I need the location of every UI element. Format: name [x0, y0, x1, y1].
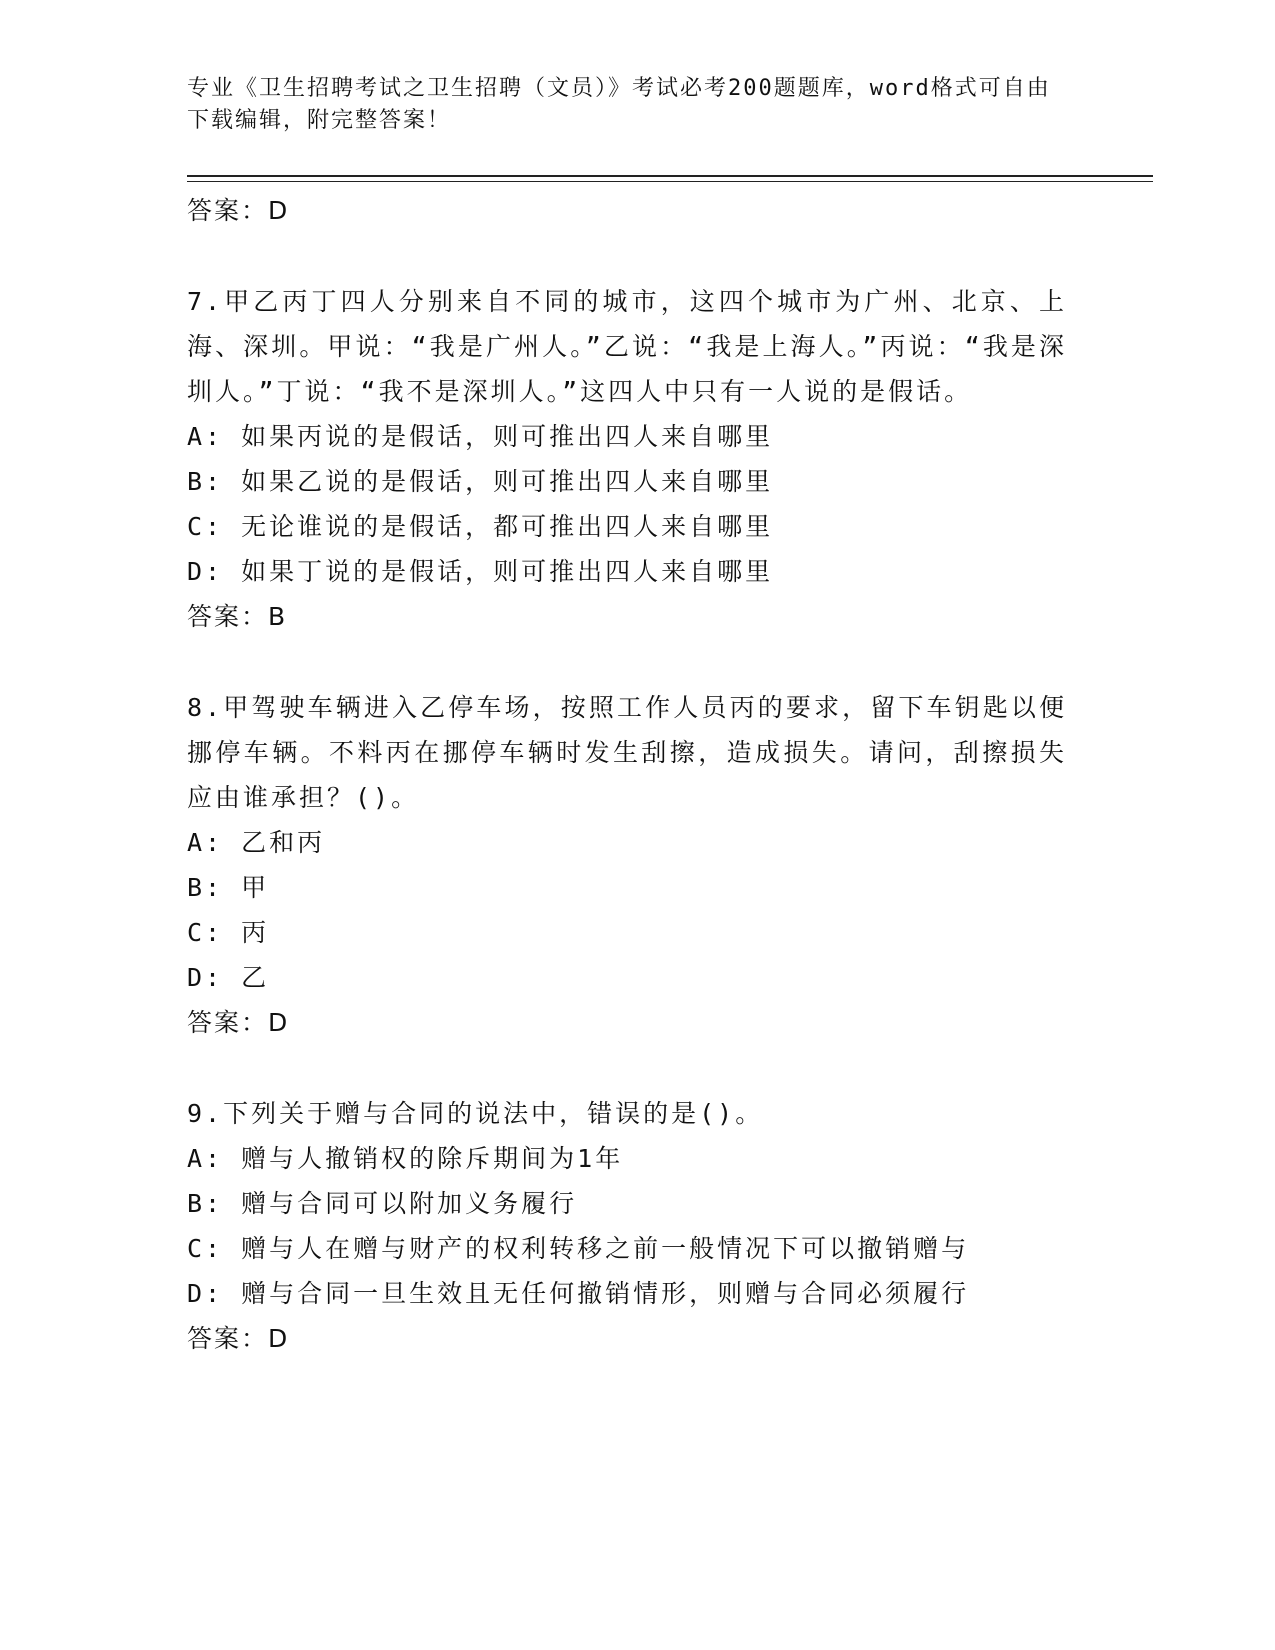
previous-answer: 答案：D [187, 196, 290, 225]
option-c: C: 丙 [187, 918, 270, 947]
option-a: A: 赠与人撤销权的除斥期间为1年 [187, 1144, 624, 1173]
question-7 [187, 279, 1067, 639]
option-b: B: 赠与合同可以附加义务履行 [187, 1189, 578, 1218]
option-d: D: 赠与合同一旦生效且无任何撤销情形，则赠与合同必须履行 [187, 1279, 970, 1308]
option-a: A: 乙和丙 [187, 828, 326, 857]
document-content [187, 188, 1067, 1361]
question-text: 7.甲乙丙丁四人分别来自不同的城市，这四个城市为广州、北京、上海、深圳。甲说：“我是广州人。”乙说：“我是上海人。”丙说：“我是深圳人。”丁说：“我不是深圳人。”这四人中只有一人说的是假话。 [187, 287, 1067, 406]
option-c: C: 无论谁说的是假话，都可推出四人来自哪里 [187, 512, 774, 541]
question-9 [187, 1091, 1067, 1361]
question-text: 8.甲驾驶车辆进入乙停车场，按照工作人员丙的要求，留下车钥匙以便挪停车辆。不料丙在挪停车辆时发生刮擦，造成损失。请问，刮擦损失应由谁承担？()。 [187, 693, 1067, 812]
question-answer: 答案：B [187, 602, 288, 631]
option-d: D: 乙 [187, 963, 270, 992]
spacer [187, 639, 1067, 685]
header-rule-thick [187, 175, 1153, 177]
spacer [187, 1045, 1067, 1091]
option-a: A: 如果丙说的是假话，则可推出四人来自哪里 [187, 422, 774, 451]
option-c: C: 赠与人在赠与财产的权利转移之前一般情况下可以撤销赠与 [187, 1234, 970, 1263]
question-text: 9.下列关于赠与合同的说法中，错误的是()。 [187, 1099, 764, 1128]
header-rule-thin [187, 181, 1153, 182]
question-8 [187, 685, 1067, 1045]
option-b: B: 如果乙说的是假话，则可推出四人来自哪里 [187, 467, 774, 496]
document-header: 专业《卫生招聘考试之卫生招聘（文员）》考试必考200题题库，word格式可自由下载编辑，附完整答案！ [187, 76, 1051, 133]
option-b: B: 甲 [187, 873, 270, 902]
question-answer: 答案：D [187, 1008, 290, 1037]
option-d: D: 如果丁说的是假话，则可推出四人来自哪里 [187, 557, 774, 586]
spacer [187, 233, 1067, 279]
question-answer: 答案：D [187, 1324, 290, 1353]
